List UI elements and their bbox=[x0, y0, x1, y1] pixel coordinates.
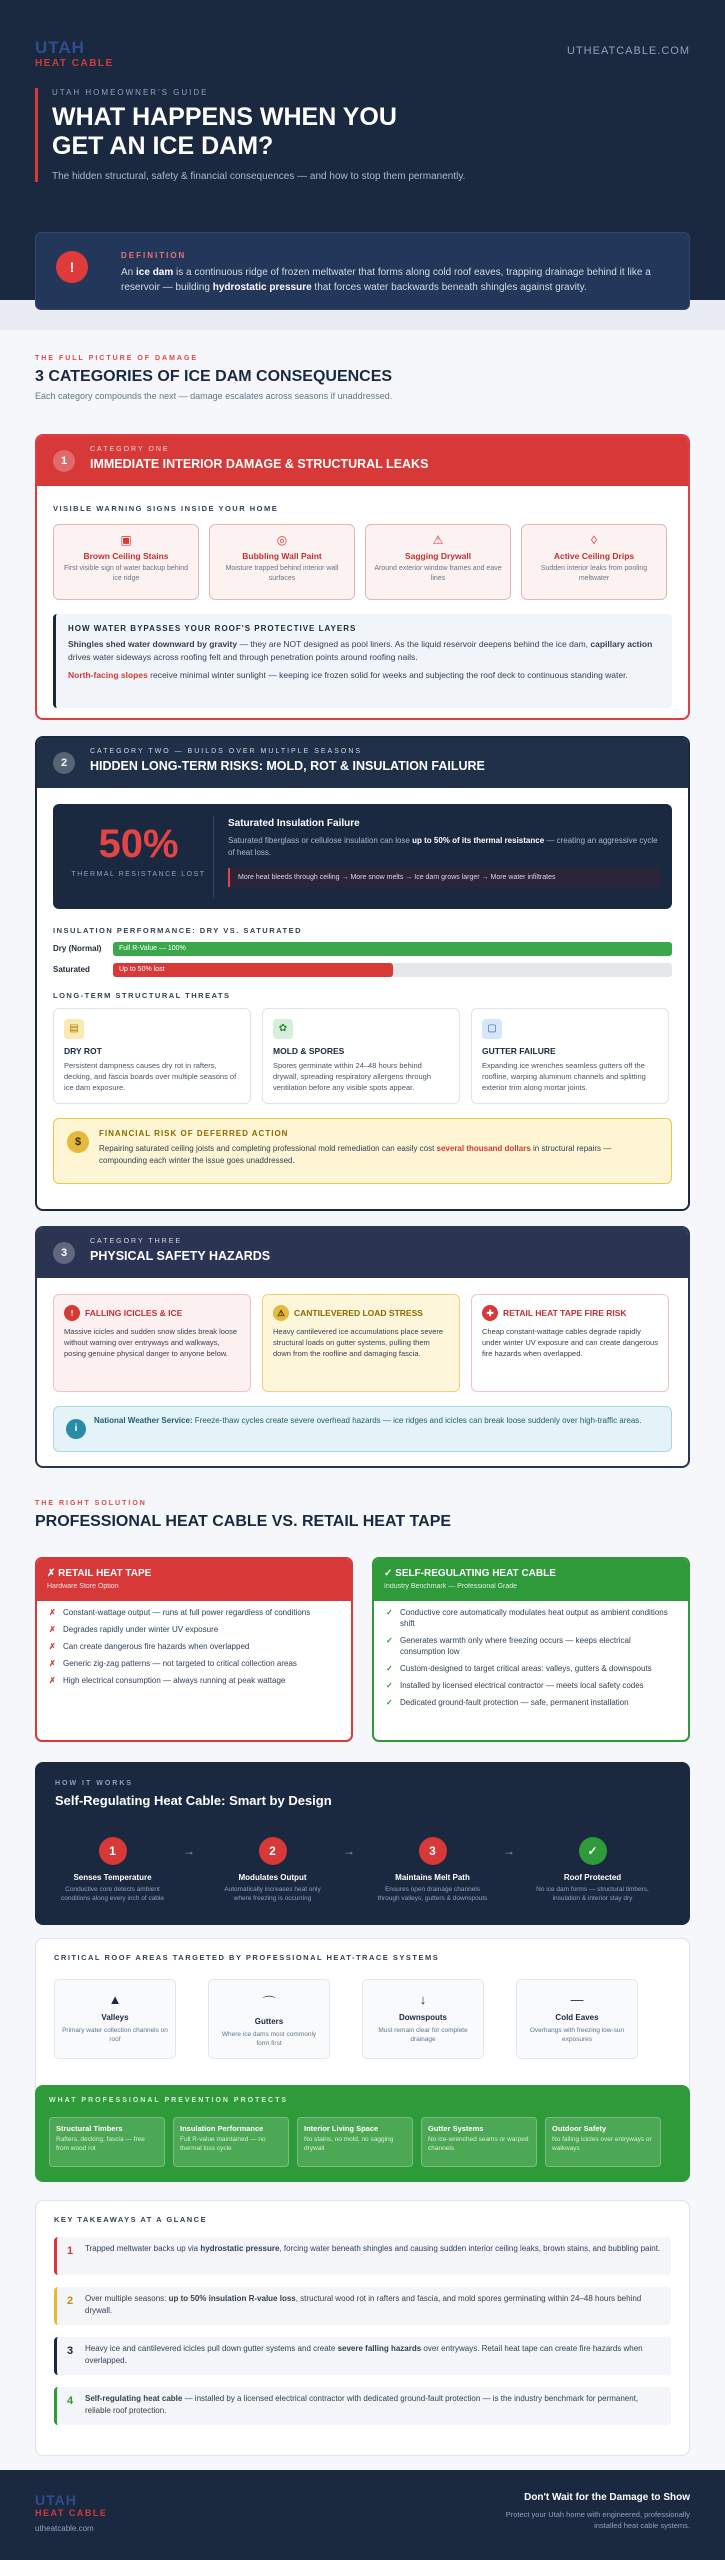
hazard-title: ! FALLING ICICLES & ICE bbox=[64, 1305, 240, 1321]
threat-desc: Expanding ice wrenches seamless gutters off the roofline, warping aluminum channels and splitting exterior trim along mortar joints. bbox=[482, 1061, 646, 1092]
nws-notice bbox=[53, 1406, 672, 1452]
footer-cta bbox=[500, 2492, 690, 2531]
section-desc: Each category compounds the next — damage escalates across seasons if unaddressed. bbox=[35, 391, 393, 401]
hero-title-block bbox=[35, 88, 465, 182]
footer-cta-desc: Protect your Utah home with engineered, professionally installed heat cable systems. bbox=[505, 2510, 690, 2530]
step-desc: Conductive core detects ambient conditions along every inch of cable bbox=[61, 1886, 164, 1902]
hazard-card bbox=[262, 1294, 460, 1392]
retail-header bbox=[37, 1559, 351, 1601]
section-eyebrow: THE FULL PICTURE OF DAMAGE bbox=[35, 355, 199, 362]
threats-heading: LONG-TERM STRUCTURAL THREATS bbox=[53, 991, 231, 1000]
step-number: 1 bbox=[99, 1837, 127, 1865]
comparison-item: ✗ Generic zig-zag patterns — not targeted to critical collection areas bbox=[49, 1659, 297, 1668]
protect-title: Insulation Performance bbox=[180, 2124, 264, 2133]
hazard-card bbox=[471, 1294, 669, 1392]
mold-icon: ✿ bbox=[273, 1019, 293, 1039]
selfreg-list bbox=[374, 1601, 688, 1708]
comparison-item: ✓ Dedicated ground-fault protection — safe, permanent installation bbox=[386, 1698, 629, 1707]
protect-desc: Full R-value maintained — no thermal loss cycle bbox=[180, 2136, 266, 2152]
area-desc: Must remain clear for complete drainage bbox=[378, 2027, 468, 2043]
sign-card bbox=[521, 524, 667, 600]
downspout-icon: ↓ bbox=[419, 1992, 427, 2007]
protect-title: Gutter Systems bbox=[428, 2124, 484, 2133]
sign-title: Sagging Drywall bbox=[404, 551, 472, 561]
retail-subtitle: Hardware Store Option bbox=[47, 1583, 119, 1590]
box-paragraph-1: Shingles shed water downward by gravity — they are NOT designed as pool liners. As the liquid reservoir deepens behind the ice dam, capillary action drives water sideways across roofing felt and through penetration points around roofing nails. bbox=[68, 639, 653, 662]
step-title: Maintains Melt Path bbox=[395, 1873, 470, 1882]
logo[interactable] bbox=[35, 38, 165, 69]
cross-icon: ✗ bbox=[49, 1676, 56, 1685]
arrow-right-icon: → bbox=[503, 1844, 515, 1858]
area-title: Valleys bbox=[101, 2013, 129, 2022]
protect-desc: No stains, no mold, no sagging drywall bbox=[304, 2136, 394, 2152]
thermal-loss-stat: 50% bbox=[98, 822, 179, 866]
threat-card bbox=[471, 1008, 669, 1104]
check-icon: ✓ bbox=[386, 1664, 393, 1673]
load-warning-icon: ⚠ bbox=[273, 1305, 289, 1321]
area-card bbox=[516, 1979, 638, 2059]
takeaway-text: Trapped meltwater backs up via hydrostatic pressure, forcing water beneath shingles and causing sudden interior ceiling leaks, brown stains, and bubbling paint. bbox=[85, 2244, 661, 2253]
category-eyebrow: CATEGORY TWO — BUILDS OVER MULTIPLE SEASONS bbox=[90, 748, 363, 755]
selfreg-header bbox=[374, 1559, 688, 1601]
step-title: Senses Temperature bbox=[73, 1873, 152, 1882]
category-1-header bbox=[37, 436, 688, 486]
category-number: 3 bbox=[53, 1242, 75, 1264]
areas-heading: CRITICAL ROOF AREAS TARGETED BY PROFESSIONAL HEAT-TRACE SYSTEMS bbox=[54, 1953, 440, 1962]
selfreg-title: ✓ SELF-REGULATING HEAT CABLE bbox=[384, 1568, 556, 1579]
saturation-panel bbox=[53, 804, 672, 909]
takeaway-number: 3 bbox=[67, 2345, 74, 2357]
category-number: 2 bbox=[53, 752, 75, 774]
hero-eyebrow: UTAH HOMEOWNER'S GUIDE bbox=[52, 88, 209, 97]
category-3-card bbox=[35, 1226, 690, 1468]
bar-track-saturated bbox=[113, 963, 672, 977]
bar-fill-saturated: Up to 50% lost bbox=[113, 963, 393, 977]
category-3-header bbox=[37, 1228, 688, 1278]
protect-title: Outdoor Safety bbox=[552, 2124, 607, 2133]
definition-box bbox=[35, 232, 690, 310]
threat-card bbox=[53, 1008, 251, 1104]
takeaway-text: Heavy ice and cantilevered icicles pull down gutter systems and create severe falling hazards over entryways. Retail heat tape can create fire hazards when overlapped. bbox=[85, 2344, 643, 2365]
category-1-card bbox=[35, 434, 690, 720]
area-title: Cold Eaves bbox=[555, 2013, 599, 2022]
retail-title: ✗ RETAIL HEAT TAPE bbox=[47, 1568, 152, 1579]
sign-desc: First visible sign of water backup behind ice ridge bbox=[63, 565, 189, 582]
takeaways-panel bbox=[35, 2200, 690, 2456]
warning-triangle-icon: ⚠ bbox=[432, 533, 444, 547]
section-eyebrow: THE RIGHT SOLUTION bbox=[35, 1500, 147, 1507]
category-2-header bbox=[37, 738, 688, 788]
comparison-item: ✗ Constant-wattage output — runs at full power regardless of conditions bbox=[49, 1608, 311, 1617]
site-link[interactable]: UTHEATCABLE.COM bbox=[567, 45, 690, 57]
box-heading: HOW WATER BYPASSES YOUR ROOF'S PROTECTIVE LAYERS bbox=[68, 624, 357, 633]
takeaway-item bbox=[54, 2387, 671, 2425]
logo-line-2: HEAT CABLE bbox=[35, 58, 114, 69]
takeaway-text: Over multiple seasons: up to 50% insulation R-value loss, structural wood rot in rafters and fascia, and mold spores germinating within 24–48 hours behind drywall. bbox=[85, 2294, 642, 2315]
financial-risk-box bbox=[53, 1118, 672, 1184]
protect-card bbox=[49, 2117, 165, 2167]
cross-icon: ✗ bbox=[49, 1642, 56, 1651]
sign-desc: Sudden interior leaks from pooling meltwater bbox=[540, 565, 648, 582]
selfreg-subtitle: Industry Benchmark — Professional Grade bbox=[384, 1583, 518, 1590]
stat-label: THERMAL RESISTANCE LOST bbox=[71, 871, 206, 878]
hero-title: WHAT HAPPENS WHEN YOU GET AN ICE DAM? bbox=[52, 103, 397, 160]
sign-card bbox=[53, 524, 199, 600]
cross-icon: ✗ bbox=[49, 1625, 56, 1634]
bar-fill-dry: Full R-Value — 100% bbox=[113, 942, 672, 956]
hero-subtitle: The hidden structural, safety & financial consequences — and how to stop them permanently. bbox=[52, 171, 466, 182]
step-2 bbox=[215, 1837, 330, 1903]
definition-label: DEFINITION bbox=[121, 251, 187, 260]
step-desc: No ice dam forms — structural timbers, insulation & interior stay dry bbox=[536, 1886, 649, 1902]
threat-desc: Persistent dampness causes dry rot in rafters, decking, and fascia boards over multiple seasons of ice dam exposure. bbox=[64, 1061, 237, 1092]
protects-heading: WHAT PROFESSIONAL PREVENTION PROTECTS bbox=[49, 2097, 289, 2104]
self-regulating-card bbox=[372, 1557, 690, 1742]
check-icon: ✓ bbox=[386, 1608, 393, 1617]
threat-title: MOLD & SPORES bbox=[273, 1046, 345, 1056]
comparison-item: ✗ Can create dangerous fire hazards when overlapped bbox=[49, 1642, 250, 1651]
saturation-desc: Saturated fiberglass or cellulose insulation can lose up to 50% of its thermal resistance — creating an aggressive cycle of heat loss. bbox=[228, 836, 658, 857]
sign-title: Active Ceiling Drips bbox=[553, 551, 635, 561]
footer bbox=[0, 2470, 725, 2560]
check-icon: ✓ bbox=[386, 1636, 393, 1645]
performance-heading: INSULATION PERFORMANCE: DRY VS. SATURATED bbox=[53, 926, 303, 935]
risk-heading: FINANCIAL RISK OF DEFERRED ACTION bbox=[99, 1129, 289, 1138]
step-4 bbox=[535, 1837, 650, 1903]
bar-track-dry bbox=[113, 942, 672, 956]
sign-desc: Around exterior window frames and eave lines bbox=[374, 565, 502, 582]
hazard-desc: Heavy cantilevered ice accumulations place severe structural loads on gutter systems, pulling them down from the roofline and damaging fascia. bbox=[273, 1327, 444, 1358]
section-title: PROFESSIONAL HEAT CABLE VS. RETAIL HEAT TAPE bbox=[35, 1513, 452, 1530]
step-title: Modulates Output bbox=[238, 1873, 307, 1882]
category-2-card bbox=[35, 736, 690, 1211]
category-title: HIDDEN LONG-TERM RISKS: MOLD, ROT & INSULATION FAILURE bbox=[90, 759, 485, 773]
sign-desc: Moisture trapped behind interior wall surfaces bbox=[225, 565, 339, 582]
warning-icon: ! bbox=[56, 251, 88, 283]
area-card bbox=[54, 1979, 176, 2059]
retail-list bbox=[37, 1601, 351, 1686]
definition-text: An ice dam is a continuous ridge of frozen meltwater that forms along cold roof eaves, trapping drainage behind it like a reservoir — building hydrostatic pressure that forces water backwards beneath shingles against gravity. bbox=[121, 267, 651, 293]
category-title: PHYSICAL SAFETY HAZARDS bbox=[90, 1249, 271, 1263]
area-desc: Where ice dams most commonly form first bbox=[221, 2031, 317, 2047]
footer-logo[interactable] bbox=[35, 2492, 165, 2533]
comparison-item: ✗ Degrades rapidly under winter UV exposure bbox=[49, 1625, 219, 1634]
heat-loss-chain: More heat bleeds through ceiling → More snow melts → Ice dam grows larger → More water infiltrates bbox=[228, 868, 660, 887]
protect-card bbox=[297, 2117, 413, 2167]
bar-label-dry: Dry (Normal) bbox=[53, 944, 102, 953]
bar-label-saturated: Saturated bbox=[53, 965, 90, 974]
wood-icon: ▤ bbox=[64, 1019, 84, 1039]
protect-desc: No ice-wrenched seams or warped channels bbox=[428, 2136, 529, 2152]
area-card bbox=[208, 1979, 330, 2059]
takeaway-text: Self-regulating heat cable — installed by a licensed electrical contractor with dedicated ground-fault protection — is the industry benchmark for permanent, reliable roof protection. bbox=[85, 2394, 639, 2415]
box-paragraph-2: North-facing slopes receive minimal winter sunlight — keeping ice frozen solid for weeks and subjecting the roof deck to continuous standing water. bbox=[68, 670, 628, 680]
area-desc: Overhangs with freezing low-sun exposures bbox=[529, 2027, 625, 2043]
step-desc: Ensures open drainage channels through valleys, gutters & downspouts bbox=[377, 1886, 488, 1902]
how-eyebrow: HOW IT WORKS bbox=[55, 1780, 134, 1787]
threat-title: GUTTER FAILURE bbox=[482, 1046, 556, 1056]
saturation-title: Saturated Insulation Failure bbox=[228, 818, 360, 829]
sign-title: Brown Ceiling Stains bbox=[83, 551, 169, 561]
step-desc: Automatically increases heat only where freezing is occurring bbox=[224, 1886, 321, 1902]
water-drop-icon: ◊ bbox=[591, 533, 597, 547]
arrow-right-icon: → bbox=[183, 1844, 195, 1858]
sign-title: Bubbling Wall Paint bbox=[242, 551, 322, 561]
water-bypass-box bbox=[53, 614, 672, 708]
step-number: 3 bbox=[419, 1837, 447, 1865]
how-title: Self-Regulating Heat Cable: Smart by Design bbox=[55, 1793, 332, 1808]
takeaway-item bbox=[54, 2237, 671, 2275]
area-desc: Primary water collection channels on roof bbox=[62, 2027, 168, 2043]
protect-card bbox=[421, 2117, 537, 2167]
category-eyebrow: CATEGORY ONE bbox=[90, 446, 170, 453]
gutter-icon: ⌒ bbox=[262, 1995, 276, 2010]
check-icon: ✓ bbox=[386, 1681, 393, 1690]
comparison-item: ✗ High electrical consumption — always running at peak wattage bbox=[49, 1676, 286, 1685]
area-title: Gutters bbox=[254, 2017, 284, 2026]
step-3 bbox=[375, 1837, 490, 1903]
logo-line-1: UTAH bbox=[35, 38, 85, 57]
eave-icon: — bbox=[570, 1992, 584, 2007]
dollar-icon: $ bbox=[67, 1131, 89, 1153]
takeaway-number: 4 bbox=[67, 2395, 74, 2407]
takeaways-heading: KEY TAKEAWAYS AT A GLANCE bbox=[54, 2215, 208, 2224]
category-eyebrow: CATEGORY THREE bbox=[90, 1238, 183, 1245]
alert-icon: ! bbox=[64, 1305, 80, 1321]
signs-heading: VISIBLE WARNING SIGNS INSIDE YOUR HOME bbox=[53, 504, 279, 513]
category-title: IMMEDIATE INTERIOR DAMAGE & STRUCTURAL LEAKS bbox=[90, 457, 429, 471]
hazard-desc: Massive icicles and sudden snow slides break loose without warning over entryways and walkways, posing genuine physical danger to anyone below. bbox=[64, 1327, 238, 1358]
nws-text: National Weather Service: Freeze-thaw cycles create severe overhead hazards — ice ridges and icicles can break loose suddenly over high-traffic areas. bbox=[94, 1416, 642, 1425]
cross-icon: ✗ bbox=[49, 1659, 56, 1668]
hazard-card bbox=[53, 1294, 251, 1392]
threat-desc: Spores germinate within 24–48 hours behind drywall, spreading respiratory allergens through ventilation before any visible spots appear. bbox=[273, 1061, 431, 1092]
ceiling-stain-icon: ▣ bbox=[120, 533, 132, 547]
gutter-icon: ▢ bbox=[482, 1019, 502, 1039]
how-it-works-panel bbox=[35, 1762, 690, 1925]
step-title: Roof Protected bbox=[563, 1873, 622, 1882]
protect-title: Structural Timbers bbox=[56, 2124, 123, 2133]
retail-heat-tape-card bbox=[35, 1557, 353, 1742]
paint-bubble-icon: ◎ bbox=[276, 533, 288, 547]
hazard-title: ⚠ CANTILEVERED LOAD STRESS bbox=[273, 1305, 449, 1321]
section-title: 3 CATEGORIES OF ICE DAM CONSEQUENCES bbox=[35, 368, 393, 385]
hazard-desc: Cheap constant-wattage cables degrade rapidly under winter UV exposure and can create dangerous fire hazards when overlapped. bbox=[482, 1327, 658, 1358]
protects-panel bbox=[35, 2085, 690, 2182]
footer-logo-line-1: UTAH bbox=[35, 2492, 77, 2508]
takeaway-item bbox=[54, 2337, 671, 2375]
takeaway-number: 2 bbox=[67, 2295, 74, 2307]
protect-card bbox=[545, 2117, 661, 2167]
cross-icon: ✗ bbox=[49, 1608, 56, 1617]
footer-site-link[interactable]: utheatcable.com bbox=[35, 2524, 94, 2533]
takeaway-number: 1 bbox=[67, 2245, 74, 2257]
comparison-item: ✓ Generates warmth only where freezing occurs — keeps electrical consumption low bbox=[386, 1636, 631, 1656]
protect-card bbox=[173, 2117, 289, 2167]
area-title: Downspouts bbox=[399, 2013, 447, 2022]
threat-title: DRY ROT bbox=[64, 1046, 102, 1056]
check-icon: ✓ bbox=[386, 1698, 393, 1707]
sign-card bbox=[365, 524, 511, 600]
threat-card bbox=[262, 1008, 460, 1104]
risk-desc: Repairing saturated ceiling joists and completing professional mold remediation can easily cost several thousand dollars in structural repairs — compounding each winter the issue goes unaddressed. bbox=[99, 1144, 612, 1165]
arrow-right-icon: → bbox=[343, 1844, 355, 1858]
step-number: 2 bbox=[259, 1837, 287, 1865]
takeaway-item bbox=[54, 2287, 671, 2325]
hazard-title: ✚ RETAIL HEAT TAPE FIRE RISK bbox=[482, 1305, 658, 1321]
comparison-item: ✓ Installed by licensed electrical contractor — meets local safety codes bbox=[386, 1681, 644, 1690]
area-card bbox=[362, 1979, 484, 2059]
sign-card bbox=[209, 524, 355, 600]
comparison-item: ✓ Custom-designed to target critical areas: valleys, gutters & downspouts bbox=[386, 1664, 652, 1673]
fire-icon: ✚ bbox=[482, 1305, 498, 1321]
footer-logo-line-2: HEAT CABLE bbox=[35, 2508, 108, 2518]
comparison-item: ✓ Conductive core automatically modulates heat output as ambient conditions shift bbox=[386, 1608, 668, 1628]
hero-header bbox=[0, 0, 725, 300]
protect-desc: No falling icicles over entryways or walkways bbox=[552, 2136, 652, 2152]
check-icon: ✓ bbox=[579, 1837, 607, 1865]
category-number: 1 bbox=[53, 450, 75, 472]
info-icon: i bbox=[66, 1419, 86, 1439]
step-1 bbox=[55, 1837, 170, 1903]
valley-icon: ▲ bbox=[108, 1992, 122, 2007]
protect-desc: Rafters, decking, fascia — free from wood rot bbox=[56, 2136, 145, 2152]
footer-cta-title: Don't Wait for the Damage to Show bbox=[524, 2492, 690, 2503]
protect-title: Interior Living Space bbox=[304, 2124, 379, 2133]
